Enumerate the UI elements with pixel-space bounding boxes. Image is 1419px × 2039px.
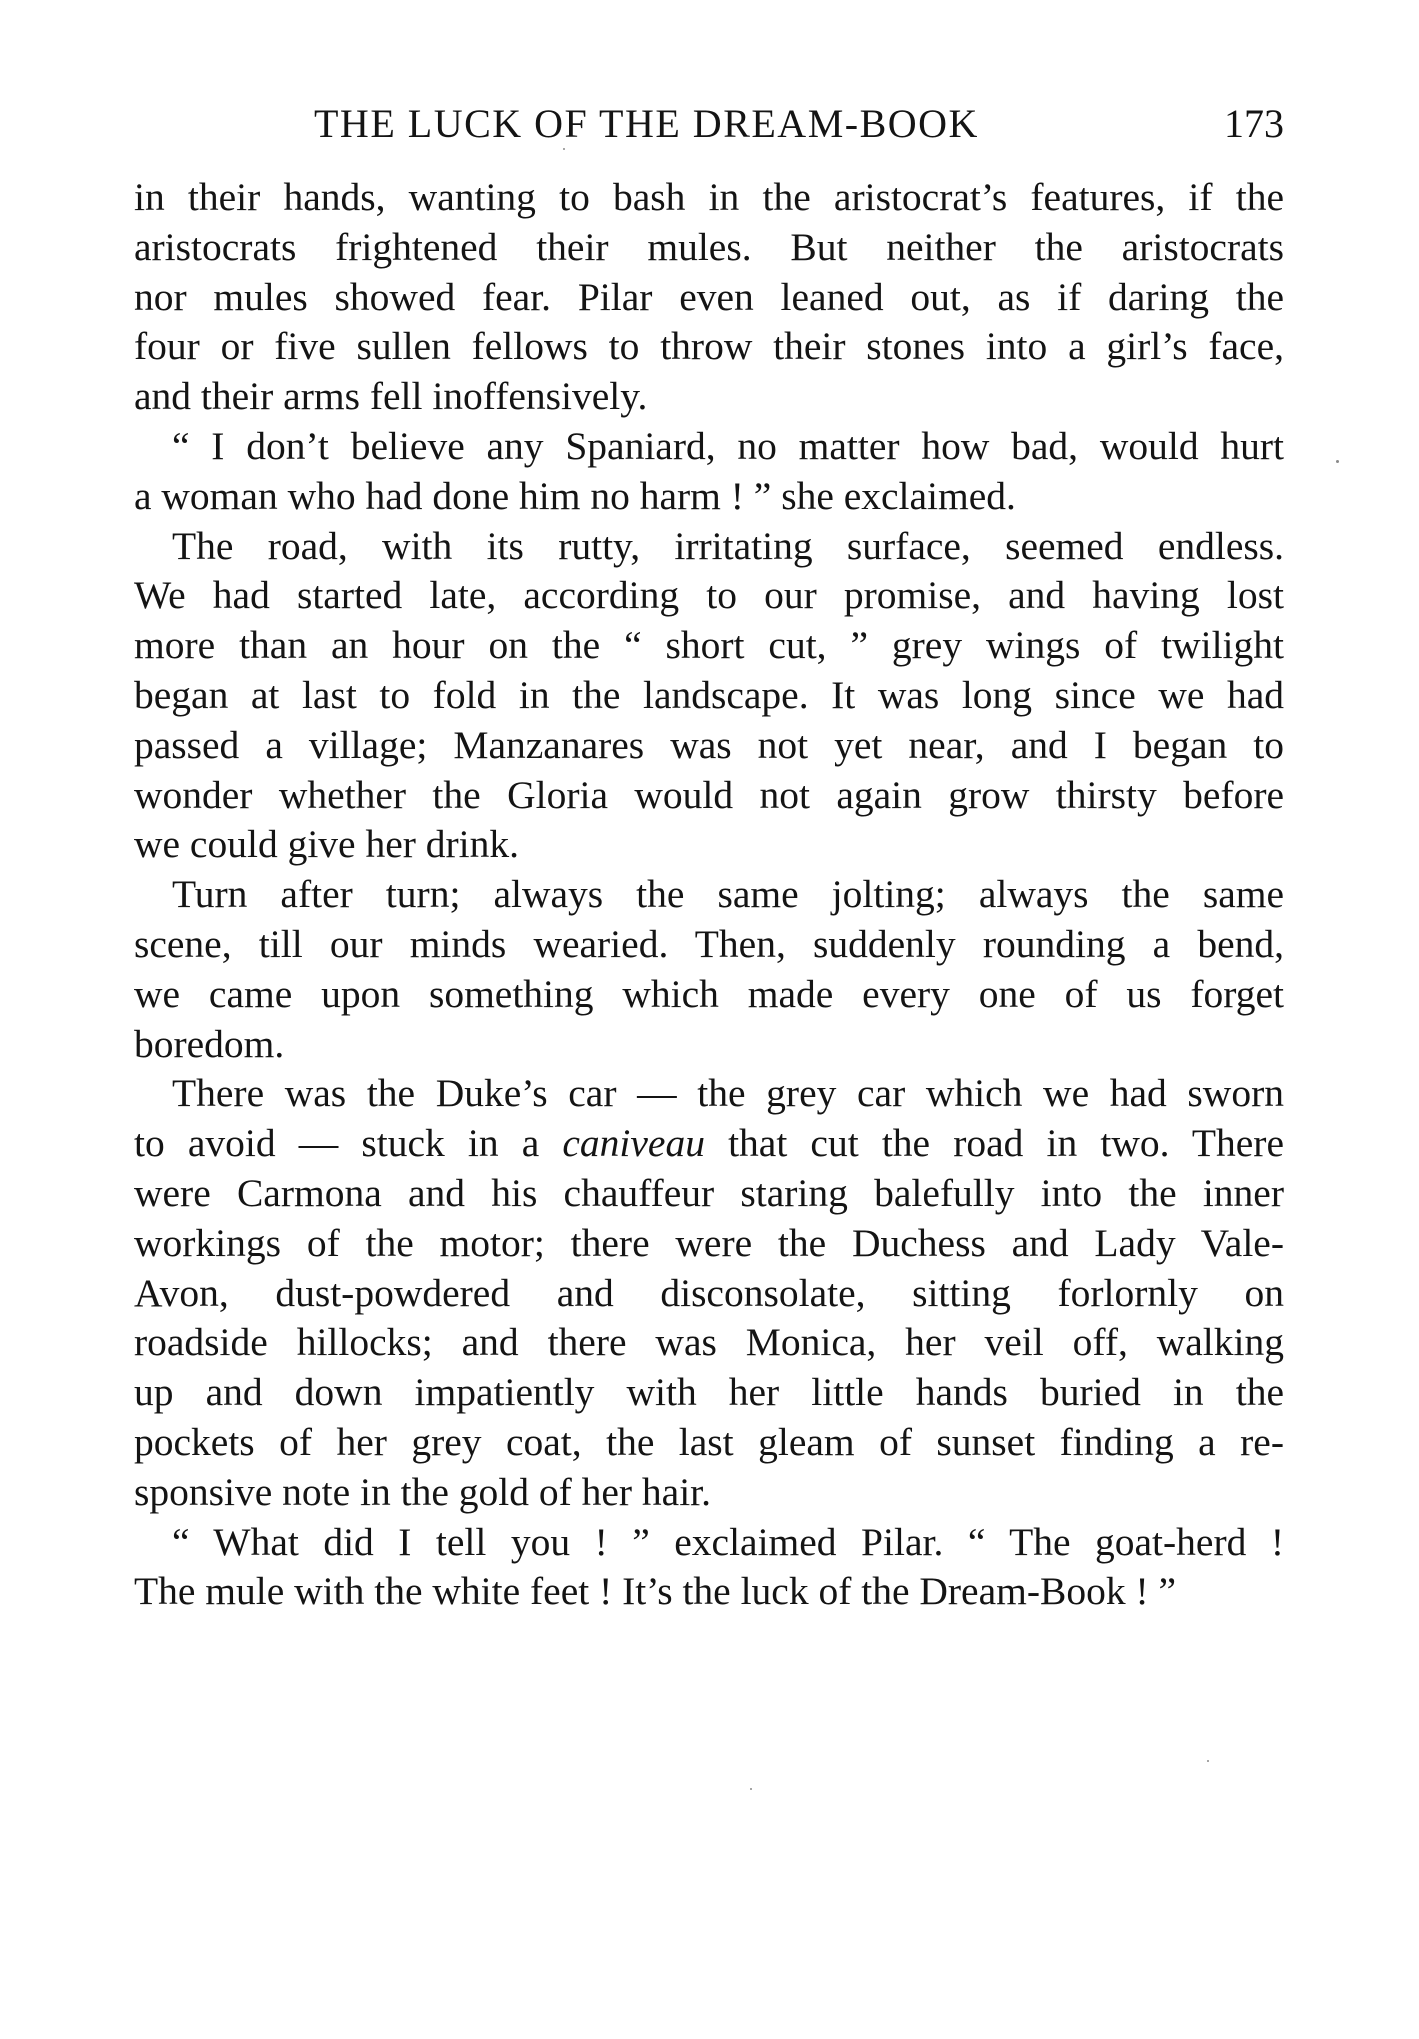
running-head (134, 100, 1284, 160)
text-line: The mule with the white feet ! It’s the luck of the Dream-Book ! ” (134, 1569, 1177, 1614)
paragraph (134, 1069, 1284, 1517)
paragraph (134, 173, 1284, 422)
text-line: “ I don’t believe any Spaniard, no matter how bad, would hurt (172, 423, 1284, 468)
text-line: We had started late, according to our promise, and having lost (134, 573, 1284, 618)
text-line: a woman who had done him no harm ! ” she exclaimed. (134, 473, 1016, 518)
text-line: boredom. (134, 1021, 285, 1066)
text-line: we could give her drink. (134, 822, 520, 867)
paper-speck (1336, 460, 1339, 463)
text-line: more than an hour on the “ short cut, ” grey wings of twilight (134, 623, 1284, 668)
text-line: workings of the motor; there were the Duchess and Lady Vale- (134, 1220, 1284, 1265)
text-line: in their hands, wanting to bash in the aristocrat’s features, if the (134, 175, 1284, 219)
page-number: 173 (1224, 101, 1284, 146)
text-line: pockets of her grey coat, the last gleam of sunset finding a re- (134, 1419, 1284, 1464)
text-line: nor mules showed fear. Pilar even leaned out, as if daring the (134, 274, 1284, 319)
paper-speck (1207, 1760, 1209, 1762)
text-line: wonder whether the Gloria would not again grow thirsty before (134, 772, 1284, 817)
text-line: up and down impatiently with her little hands buried in the (134, 1370, 1284, 1415)
text-line: The road, with its rutty, irritating surface, seemed endless. (172, 523, 1284, 568)
text-line: were Carmona and his chauffeur staring balefully into the inner (134, 1170, 1284, 1215)
text-line: four or five sullen fellows to throw their stones into a girl’s face, (134, 324, 1284, 369)
text-line: roadside hillocks; and there was Monica, her veil off, walking (134, 1320, 1284, 1365)
text-line: and their arms fell inoffensively. (134, 374, 648, 419)
text-line: aristocrats frightened their mules. But neither the aristocrats (134, 224, 1284, 269)
running-title: THE LUCK OF THE DREAM-BOOK (314, 101, 979, 146)
text-line: began at last to fold in the landscape. It was long since we had (134, 672, 1284, 717)
paragraph (134, 870, 1284, 1069)
body-text (134, 173, 1284, 1617)
paragraph (134, 522, 1284, 871)
text-line: passed a village; Manzanares was not yet near, and I began to (134, 722, 1284, 767)
paragraph (134, 1518, 1284, 1618)
paper-speck (563, 148, 565, 150)
italic-word: caniveau (562, 1121, 705, 1166)
text-line: Avon, dust-powdered and disconsolate, sitting forlornly on (134, 1270, 1284, 1315)
text-line: There was the Duke’s car — the grey car which we had sworn (172, 1071, 1284, 1116)
text-line: Turn after turn; always the same jolting; always the same (172, 872, 1284, 917)
text-line: to avoid — stuck in a caniveau that cut the road in two. There (134, 1121, 1284, 1166)
paragraph (134, 422, 1284, 522)
text-line: scene, till our minds wearied. Then, suddenly rounding a bend, (134, 921, 1284, 966)
paper-speck (750, 1788, 752, 1790)
text-line: we came upon something which made every one of us forget (134, 971, 1284, 1016)
text-line: “ What did I tell you ! ” exclaimed Pilar. “ The goat-herd ! (172, 1519, 1284, 1564)
text-line: sponsive note in the gold of her hair. (134, 1469, 712, 1514)
